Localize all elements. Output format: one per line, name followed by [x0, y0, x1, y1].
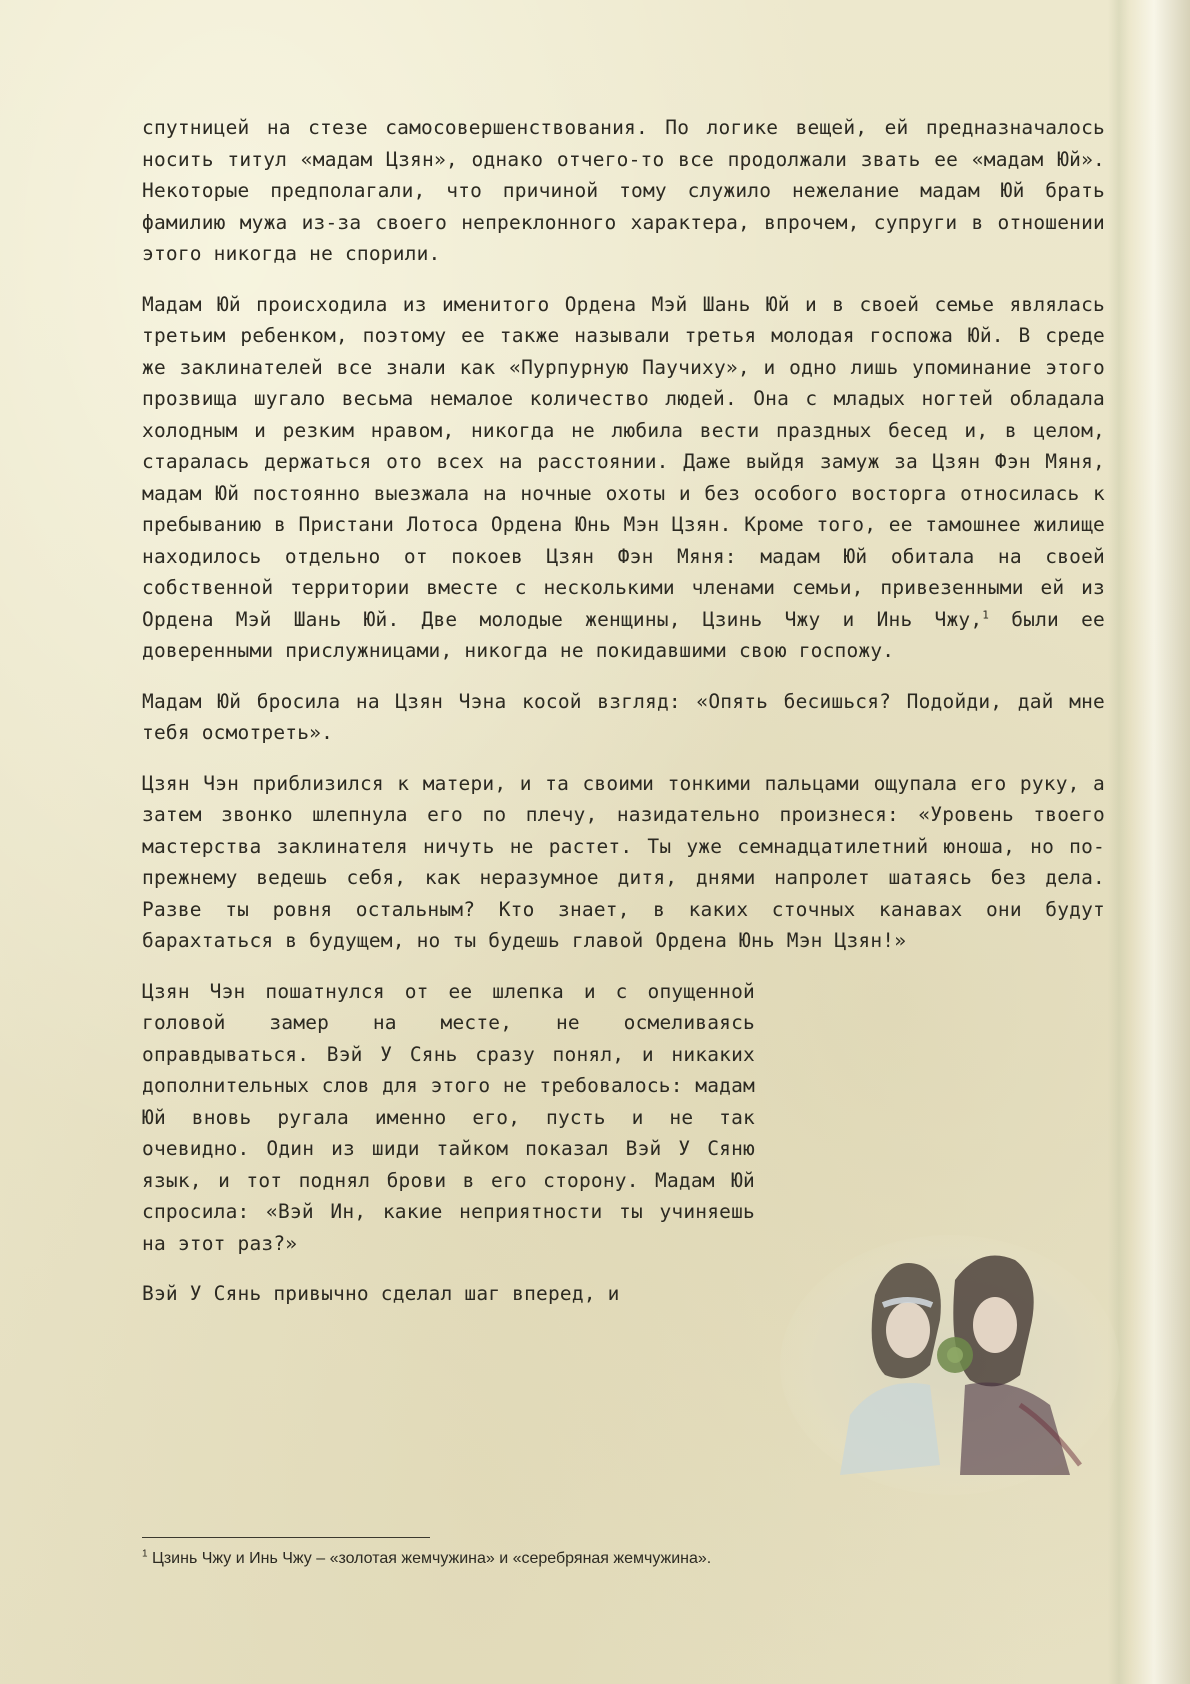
footnote-separator [142, 1537, 430, 1538]
paragraph: Цзян Чэн приблизился к матери, и та своими тонкими пальцами ощупала его руку, а затем звонко шлепнула его по плечу, назидательно произнеся: «Уровень твоего мастерства заклинателя ничуть не растет. Ты уже семнадцатилетний юноша, но по-прежнему ведешь себя, как неразумное дитя, днями напролет шатаясь без дела. Разве ты ровня остальным? Кто знает, в каких сточных канавах они будут барахтаться в будущем, но ты будешь главой Ордена Юнь Мэн Цзян!» [142, 771, 1105, 952]
paragraph: Вэй У Сянь привычно сделал шаг вперед, и [142, 1282, 620, 1305]
footnote [142, 1548, 1042, 1570]
paragraph: Мадам Юй бросила на Цзян Чэна косой взгляд: «Опять бесишься? Подойди, дай мне тебя осмотреть». [142, 689, 1105, 744]
footnote-text: Цзинь Чжу и Инь Чжу – «золотая жемчужина» и «серебряная жемчужина». [147, 1550, 712, 1567]
paragraph-text: были ее доверенными прислужницами, никогда не покидавшими свою госпожу. [142, 607, 1105, 662]
footnote-mark: 1 [142, 1548, 148, 1560]
character-illustration [780, 1235, 1120, 1495]
paragraph [142, 289, 1105, 667]
paragraph: спутницей на стезе самосовершенствования. По логике вещей, ей предназначалось носить титул «мадам Цзян», однако отчего-то все продолжали звать ее «мадам Юй». Некоторые предполагали, что причиной тому служило нежелание мадам Юй брать фамилию мужа из-за своего непреклонного характера, впрочем, супруги в отношении этого никогда не спорили. [142, 116, 1105, 265]
paragraph: Цзян Чэн пошатнулся от ее шлепка и с опущенной головой замер на месте, не осмеливаясь оправдываться. Вэй У Сянь сразу понял, и никаких дополнительных слов для этого не требовалось: мадам Юй вновь ругала именно его, пусть и не так очевидно. Один из шиди тайком показал Вэй У Сяню язык, и тот поднял брови в его сторону. Мадам Юй спросила: «Вэй Ин, какие неприятности ты учиняешь на этот раз?» [142, 979, 755, 1255]
paragraph-text: Мадам Юй происходила из именитого Ордена Мэй Шань Юй и в своей семье являлась третьим ребенком, поэтому ее также называли третья молодая госпожа Юй. В среде же заклинателей все знали как «Пурпурную Паучиху», и одно лишь упоминание этого прозвища шугало весьма немалое количество людей. Она с младых ногтей обладала холодным и резким нравом, никогда не любила вести праздных бесед и, в целом, старалась держаться ото всех на расстоянии. Даже выйдя замуж за Цзян Фэн Мяня, мадам Юй постоянно выезжала на ночные охоты и без особого восторга относилась к пребыванию в Пристани Лотоса Ордена Юнь Мэн Цзян. Кроме того, ее тамошнее жилище находилось отдельно от покоев Цзян Фэн Мяня: мадам Юй обитала на своей собственной территории вместе с несколькими членами семьи, привезенными ей из Ордена Мэй Шань Юй. Две молодые женщины, Цзинь Чжу и Инь Чжу, [142, 292, 1105, 631]
paper-edge-shading [1130, 0, 1190, 1684]
page-body [142, 112, 1105, 1329]
footnote-reference[interactable]: 1 [982, 608, 990, 621]
